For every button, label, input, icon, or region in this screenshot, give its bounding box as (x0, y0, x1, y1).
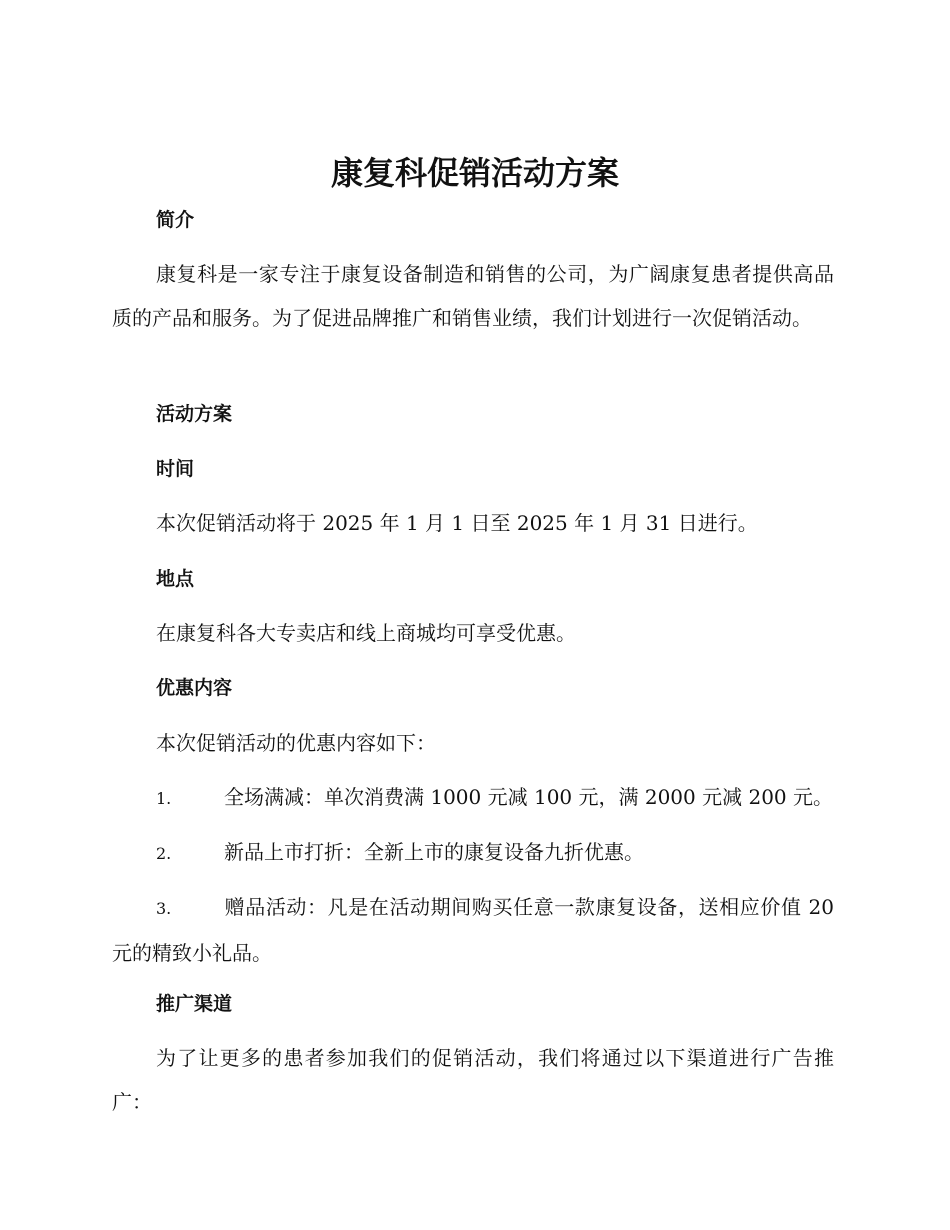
list-item-number: 1. (156, 789, 172, 808)
list-item (112, 885, 834, 975)
list-item-text: 赠品活动：凡是在活动期间购买任意一款康复设备，送相应价值 20 元的精致小礼品。 (112, 895, 834, 965)
channel-paragraph: 为了让更多的患者参加我们的促销活动，我们将通过以下渠道进行广告推广： (112, 1046, 834, 1114)
offer-intro: 本次促销活动的优惠内容如下： (156, 731, 436, 755)
place-paragraph: 在康复科各大专卖店和线上商城均可享受优惠。 (156, 621, 576, 645)
place-heading: 地点 (156, 568, 195, 590)
offer-heading: 优惠内容 (156, 677, 233, 699)
list-item-text: 全场满减：单次消费满 1000 元减 100 元，满 2000 元减 200 元。 (224, 785, 834, 809)
page-title: 康复科促销活动方案 (330, 154, 619, 192)
intro-paragraph: 康复科是一家专注于康复设备制造和销售的公司，为广阔康复患者提供高品质的产品和服务。为了促进品牌推广和销售业绩，我们计划进行一次促销活动。 (112, 262, 834, 330)
list-item-text: 新品上市打折：全新上市的康复设备九折优惠。 (224, 840, 644, 864)
time-heading: 时间 (156, 458, 195, 480)
list-item-number: 2. (156, 844, 172, 863)
plan-heading: 活动方案 (156, 403, 233, 425)
list-item-number: 3. (156, 899, 172, 918)
list-item (112, 775, 834, 821)
intro-heading: 简介 (156, 209, 195, 231)
channel-heading: 推广渠道 (156, 993, 233, 1015)
time-paragraph: 本次促销活动将于 2025 年 1 月 1 日至 2025 年 1 月 31 日进行。 (156, 511, 758, 535)
list-item (112, 830, 834, 876)
